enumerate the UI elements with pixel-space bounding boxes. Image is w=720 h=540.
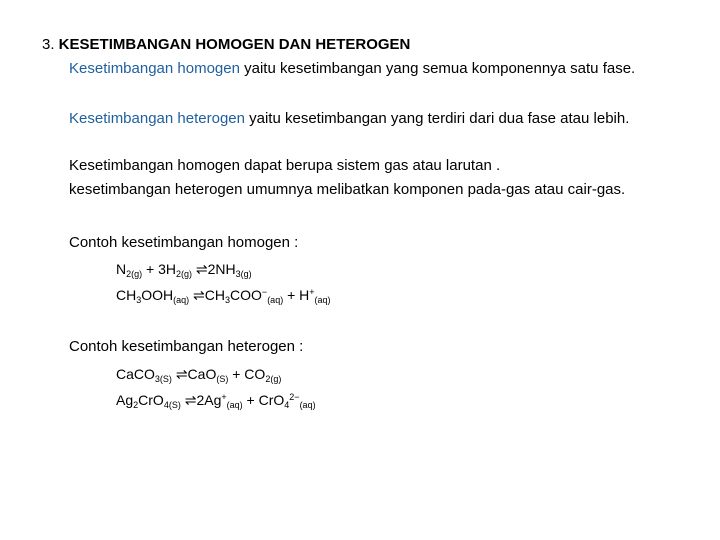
eq-subscript: (aq) <box>314 295 331 305</box>
eq-subscript: 3 <box>136 295 142 305</box>
eq-superscript: 2− <box>289 392 300 402</box>
eq-subscript: 2(g) <box>176 269 193 279</box>
heading-homogen-examples: Contoh kesetimbangan homogen : <box>69 234 299 251</box>
eq-subscript: 2 <box>133 400 139 410</box>
eq-term: CH <box>204 287 226 303</box>
eq-subscript: 3(g) <box>235 269 252 279</box>
definition-heterogen <box>69 108 689 130</box>
title-number: 3. <box>42 36 55 53</box>
eq-subscript: (aq) <box>299 400 316 410</box>
definition-heterogen-text: yaitu kesetimbangan yang terdiri dari dua fase atau lebih. <box>244 110 630 127</box>
definition-homogen <box>69 58 689 80</box>
eq-term: Ag <box>116 392 134 408</box>
eq-term: + CrO <box>242 392 285 408</box>
eq-term: + H <box>283 287 310 303</box>
eq-subscript: 2(g) <box>126 269 143 279</box>
eq-term: + 3H <box>142 261 176 277</box>
eq-term: N <box>116 261 127 277</box>
note-heterogen: kesetimbangan heterogen umumnya melibatkan komponen pada-gas atau cair-gas. <box>69 181 626 198</box>
eq-subscript: (aq) <box>226 400 243 410</box>
eq-term: CrO <box>138 392 164 408</box>
eq-term: 2NH <box>207 261 236 277</box>
definition-homogen-text: yaitu kesetimbangan yang semua komponennya satu fase. <box>239 60 636 77</box>
eq-term: OOH <box>141 287 174 303</box>
equation-heterogen-1 <box>116 366 281 384</box>
eq-subscript: (aq) <box>173 295 190 305</box>
eq-term: CH <box>116 287 137 303</box>
equation-heterogen-2 <box>116 392 316 410</box>
eq-subscript: 4 <box>284 400 290 410</box>
eq-subscript: 2(g) <box>265 374 282 384</box>
equation-homogen-2 <box>116 287 331 305</box>
slide-title <box>42 36 410 53</box>
term-heterogen: Kesetimbangan heterogen <box>69 110 245 127</box>
equilibrium-arrow-icon: ⇌ <box>184 392 197 408</box>
eq-term: CaO <box>187 366 217 382</box>
term-homogen: Kesetimbangan homogen <box>69 60 240 77</box>
eq-term: COO <box>230 287 262 303</box>
eq-superscript: − <box>261 287 268 297</box>
equilibrium-arrow-icon: ⇌ <box>195 261 208 277</box>
eq-subscript: (S) <box>216 374 229 384</box>
eq-subscript: 3(S) <box>154 374 172 384</box>
eq-term: 2Ag <box>196 392 222 408</box>
eq-superscript: + <box>221 392 227 402</box>
title-text: KESETIMBANGAN HOMOGEN DAN HETEROGEN <box>54 36 411 53</box>
heading-heterogen-examples: Contoh kesetimbangan heterogen : <box>69 338 304 355</box>
eq-subscript: (aq) <box>267 295 284 305</box>
eq-term: CaCO <box>116 366 155 382</box>
equation-homogen-1 <box>116 261 252 279</box>
eq-subscript: 3 <box>225 295 231 305</box>
equilibrium-arrow-icon: ⇌ <box>193 287 205 303</box>
eq-superscript: + <box>309 287 315 297</box>
equilibrium-arrow-icon: ⇌ <box>175 366 188 382</box>
note-homogen: Kesetimbangan homogen dapat berupa sistem gas atau larutan . <box>69 157 501 174</box>
eq-subscript: 4(S) <box>163 400 181 410</box>
eq-term: + CO <box>228 366 266 382</box>
